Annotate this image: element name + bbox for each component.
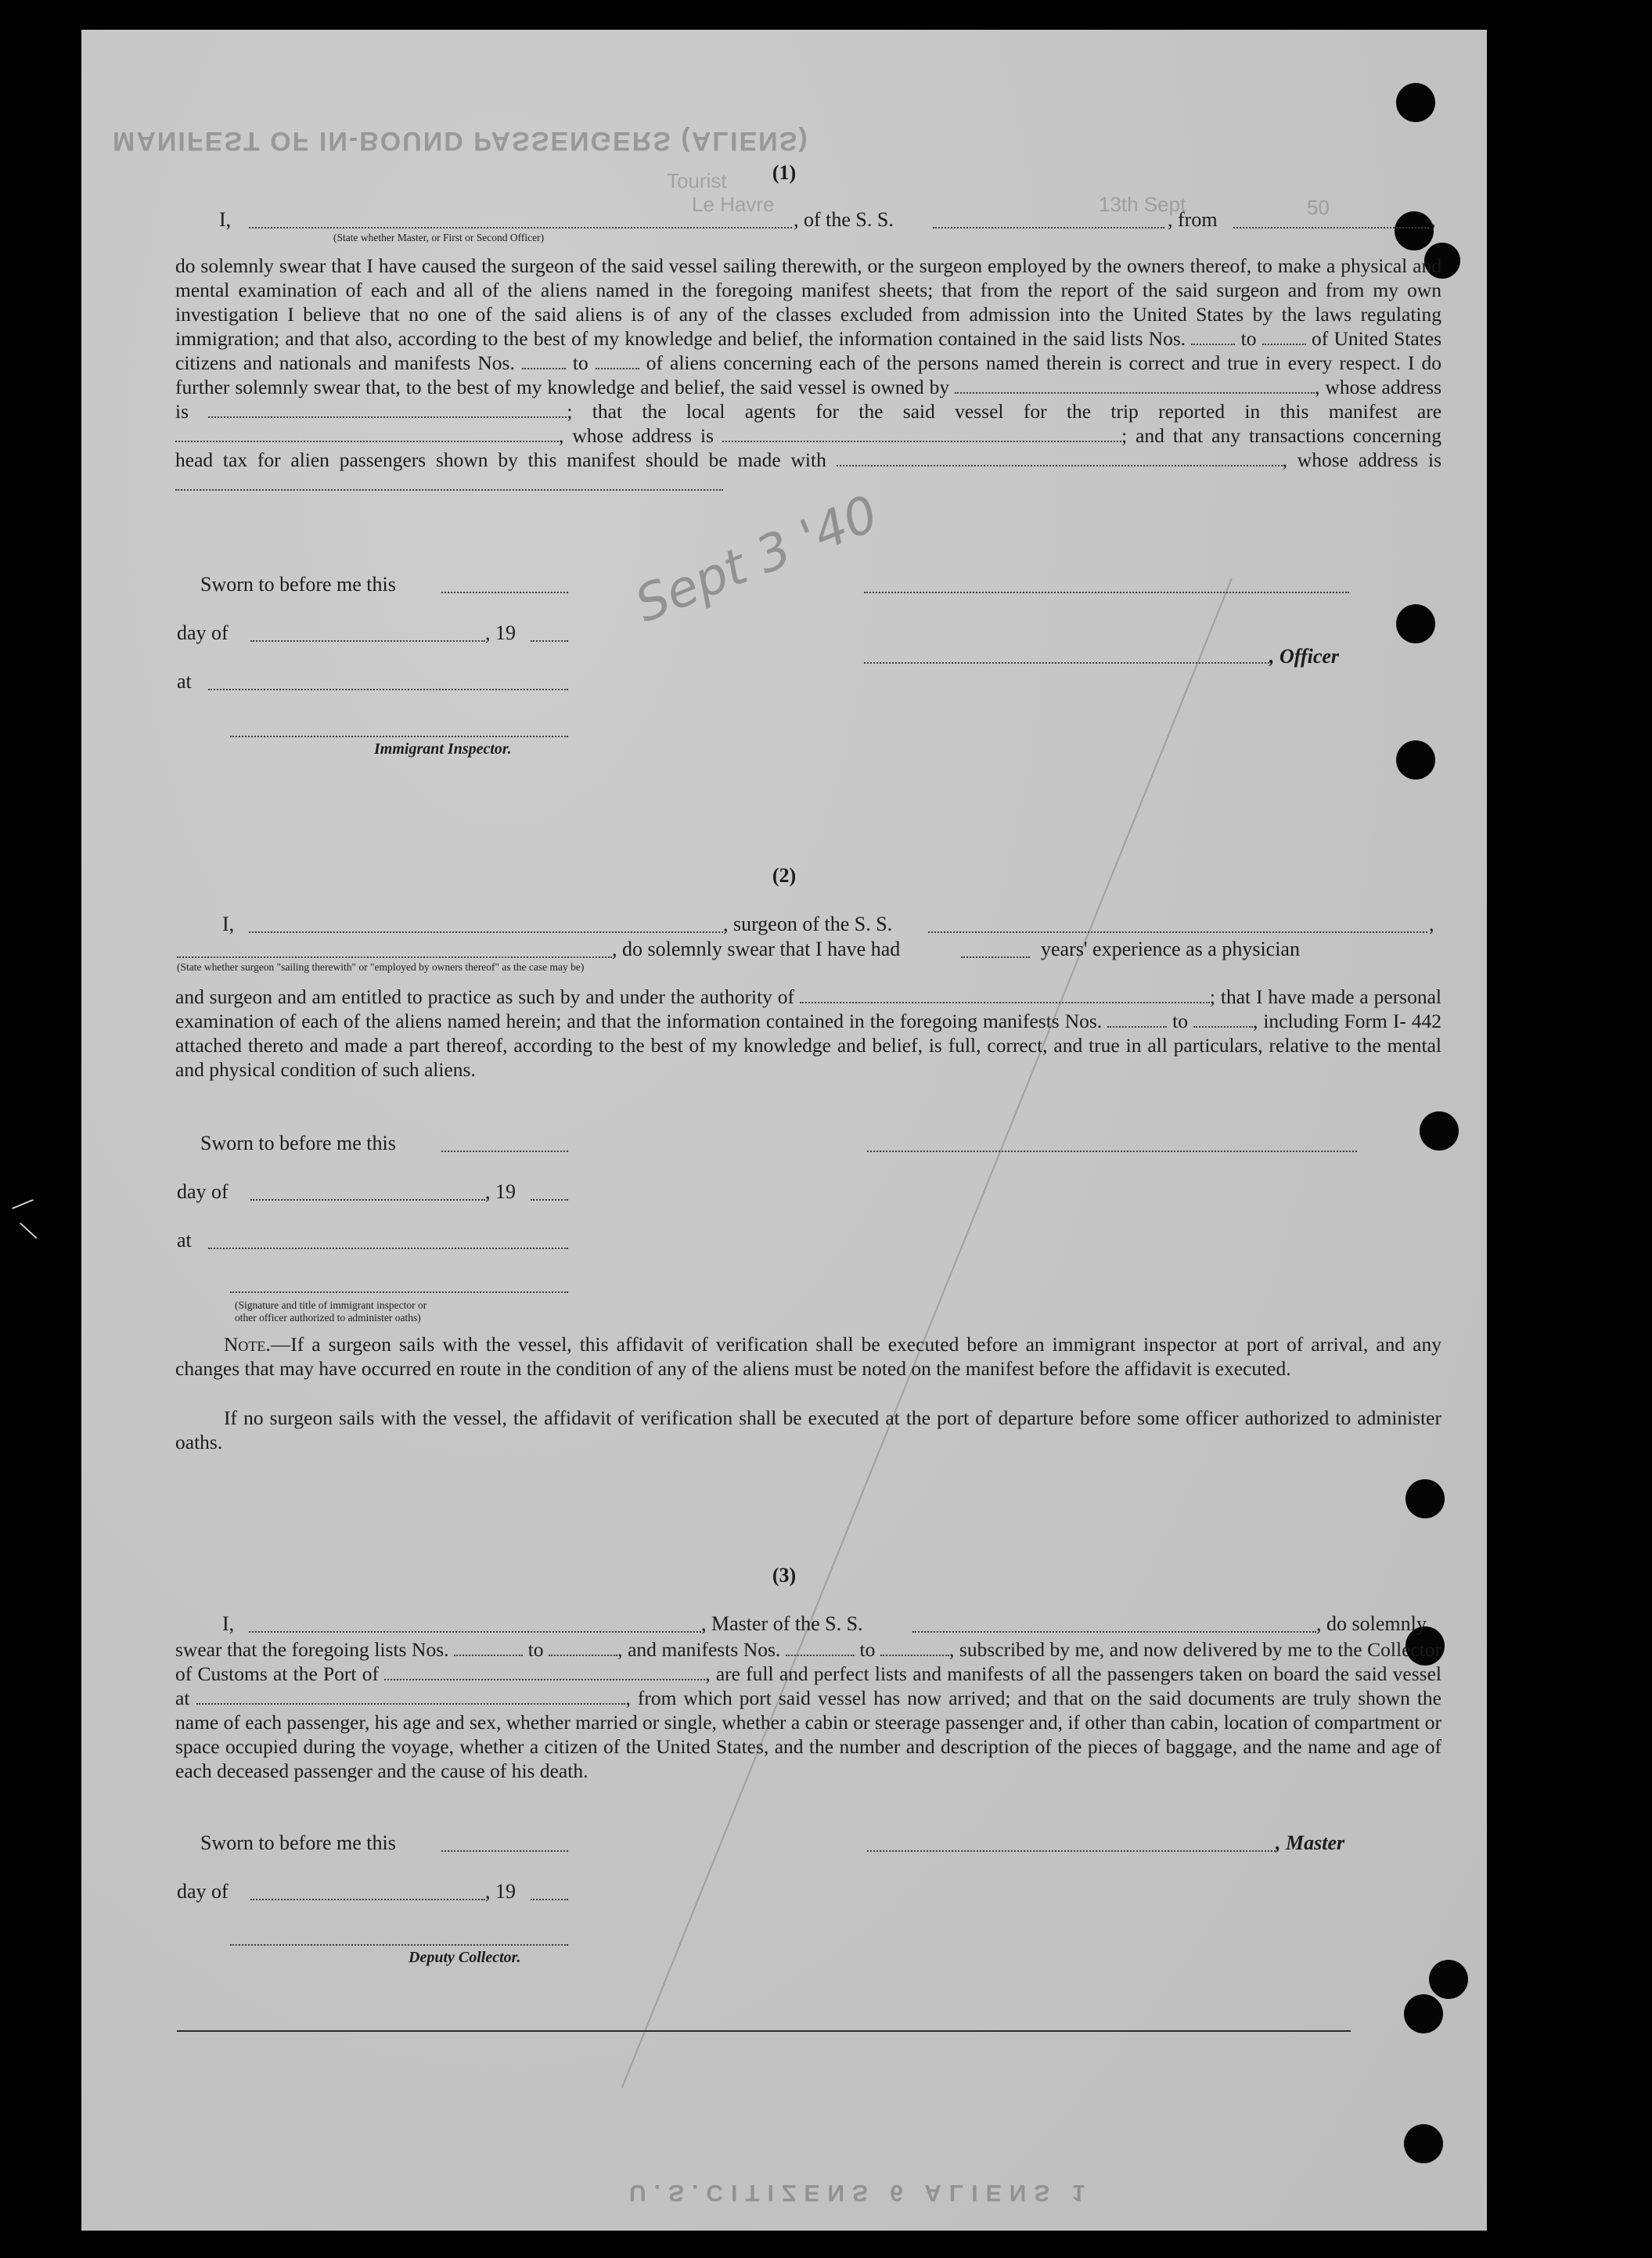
s2-at: at <box>177 1229 192 1251</box>
s1-para-d: that the local agents for the said vessel for the trip reported in this manifest are <box>592 400 1442 423</box>
s2-para-b: that I have made a personal examination of each of the aliens named herein; and that the information contained in the foregoing manifests Nos. <box>175 985 1442 1032</box>
s3-day-of: day of <box>177 1880 229 1903</box>
pencil-notation: Sept 3 '40 <box>628 484 887 635</box>
s2-do-solemnly: , do solemnly swear that I have had <box>612 938 901 960</box>
s3-para-d: , are full and perfect lists and manifests of all the passengers taken on board the said vessel at <box>175 1662 1441 1709</box>
manifest-page <box>81 30 1487 2231</box>
binder-hole <box>1404 1994 1443 2033</box>
s1-vessel-name-field[interactable] <box>933 227 1164 229</box>
s1-semicolon: ; <box>567 400 573 423</box>
s2-manifests-from-field[interactable] <box>1107 1012 1167 1028</box>
s3-affidavit-paragraph <box>175 1637 1441 1783</box>
bleed-through-footer: U.S.CITIZENS 6 ALIENS 1 <box>629 2180 1093 2206</box>
s3-lists-to-field[interactable] <box>549 1640 617 1656</box>
s2-note-paragraph <box>175 1332 1441 1381</box>
margin-mark: ╲ <box>20 1219 37 1242</box>
binder-hole <box>1396 604 1435 643</box>
s1-from-port-field[interactable] <box>1233 227 1429 229</box>
s3-master-label: , Master <box>1276 1831 1345 1854</box>
s3-deputy-collector-label: Deputy Collector. <box>409 1949 521 1966</box>
s1-to-1: to <box>1240 327 1257 350</box>
s1-head-tax-contact-field[interactable] <box>837 451 1283 466</box>
s3-manifests-from-field[interactable] <box>786 1640 855 1656</box>
s1-state-whether-note: (State whether Master, or First or Second Officer) <box>333 232 545 243</box>
bottom-rule <box>177 2030 1351 2032</box>
s1-officer-signature-top[interactable] <box>864 592 1349 593</box>
s1-officer-signature-field[interactable] <box>864 662 1269 664</box>
s1-para-f: ; and that any transactions concerning head tax for alien passengers shown by this manifest should be made with <box>175 424 1442 471</box>
s1-immigrant-inspector-label: Immigrant Inspector. <box>374 740 512 758</box>
s1-from: , from <box>1168 208 1218 231</box>
s2-state-whether-note: (State whether surgeon "sailing therewith" or "employed by owners thereof" as the case may be) <box>177 961 585 973</box>
s2-note-paragraph-2 <box>175 1406 1441 1454</box>
s3-para-c: , subscribed by me, and now delivered by me to the Collector of Customs at the Port of <box>175 1638 1442 1685</box>
s1-of-the-ss: , of the S. S. <box>794 208 894 231</box>
s1-para-b: of United States citizens and nationals and manifests Nos. <box>175 327 1441 374</box>
s2-day-of-field[interactable] <box>250 1199 485 1201</box>
s2-surgeon-signature-field[interactable] <box>867 1151 1357 1152</box>
section-1-number: (1) <box>772 161 797 184</box>
s1-comma-2: , <box>559 424 564 447</box>
s1-owner-address-field[interactable] <box>208 402 567 418</box>
s1-year-field[interactable] <box>531 640 568 642</box>
s1-head-tax-address-field[interactable] <box>175 475 723 491</box>
binder-hole <box>1396 83 1435 122</box>
s2-para-a: and surgeon and am entitled to practice as such by and under the authority of <box>175 985 795 1008</box>
s3-master-of-ss: , Master of the S. S. <box>701 1612 863 1635</box>
s1-nineteen: , 19 <box>485 621 516 644</box>
s2-status-field[interactable] <box>177 956 612 958</box>
section-2-number: (2) <box>772 864 797 887</box>
s3-i-label: I, <box>222 1612 235 1635</box>
s1-at-field[interactable] <box>208 689 568 690</box>
s1-to-2: to <box>572 351 588 374</box>
s1-lists-to-field[interactable] <box>1262 330 1306 345</box>
s3-nineteen: , 19 <box>485 1880 516 1903</box>
s3-lists-from-field[interactable] <box>454 1640 523 1656</box>
s2-note-text-2: If no surgeon sails with the vessel, the affidavit of verification shall be executed at the port of departure before some officer authorized to administer oaths. <box>175 1406 1441 1453</box>
s2-para-c: , including Form I- 442 attached thereto and made a part thereof, according to the best of my knowledge and belief, is full, correct, and true in all particulars, relative to the mental and physical condition of such aliens. <box>175 1010 1442 1081</box>
s1-para-e: whose address is <box>572 424 714 447</box>
s3-manifests-to-field[interactable] <box>880 1640 949 1656</box>
s1-whose-address-1: , whose address is <box>175 376 1441 423</box>
s3-sworn: Sworn to before me this <box>200 1831 396 1854</box>
s1-officer-name-field[interactable] <box>249 227 792 229</box>
s2-inspector-signature-field[interactable] <box>230 1291 568 1293</box>
s1-owner-field[interactable] <box>955 378 1315 394</box>
s1-day-of-field[interactable] <box>250 640 485 642</box>
s2-at-field[interactable] <box>208 1248 568 1249</box>
s2-surgeon-name-field[interactable] <box>249 931 723 933</box>
s1-local-agents-field[interactable] <box>175 427 559 442</box>
s3-port-field[interactable] <box>384 1665 705 1680</box>
s2-i-label: I, <box>222 913 235 935</box>
s1-para-a: do solemnly swear that I have caused the surgeon of the said vessel sailing therewith, or the surgeon employed by the owners thereof, to make a physical and mental examination of each and all of the aliens named in the foregoing manifest sheets; that from the report of the said surgeon and from my own investigation I believe that no one of the said aliens is of any of the classes excluded from admission into the United States by the laws regulating immigration; and that also, according to the best of my knowledge and belief, the information contained in the said lists Nos. <box>175 254 1441 350</box>
s2-comma: , <box>1429 913 1434 935</box>
bleed-through-header: MANIFEST OF IN-BOUND PASSENGERS (ALIENS) <box>113 126 809 156</box>
s3-master-name-field[interactable] <box>249 1631 701 1633</box>
s3-master-signature-field[interactable] <box>867 1850 1276 1852</box>
s2-authority-field[interactable] <box>800 988 1210 1003</box>
binder-hole <box>1405 1479 1445 1518</box>
s1-day-of: day of <box>177 621 229 644</box>
s2-sworn-day-field[interactable] <box>441 1151 568 1152</box>
s2-sworn: Sworn to before me this <box>200 1132 396 1154</box>
section-3-number: (3) <box>772 1564 797 1586</box>
s1-para-c: of aliens concerning each of the persons named therein is correct and true in every respect. I do further solemnly swear that, to the best of my knowledge and belief, the said vessel is owned by <box>175 351 1442 398</box>
s2-affidavit-paragraph <box>175 985 1441 1082</box>
binder-hole <box>1395 211 1434 250</box>
s2-years-experience: years' experience as a physician <box>1041 938 1300 960</box>
s3-vessel-field[interactable] <box>912 1631 1316 1633</box>
s2-note-label: Note. <box>224 1333 271 1356</box>
s1-manifests-from-field[interactable] <box>522 354 566 369</box>
s3-para-a: swear that the foregoing lists Nos. <box>175 1638 449 1661</box>
s3-year-field[interactable] <box>531 1899 568 1900</box>
s3-para-e: , from which port said vessel has now arrived; and that on the said documents are truly shown the name of each passenger, his age and sex, whether married or single, whether a cabin or steerage passenger and, if other than cabin, location of compartment or space occupied during the voyage, whether a citizen of the United States, and the number and description of the pieces of baggage, and the name and age of each deceased passenger and the cause of his death. <box>175 1687 1442 1782</box>
s1-agents-address-field[interactable] <box>722 427 1121 442</box>
s1-affidavit-paragraph <box>175 254 1441 496</box>
s1-inspector-signature-field[interactable] <box>230 736 568 737</box>
s2-vessel-field[interactable] <box>928 931 1427 933</box>
s1-i-label: I, <box>219 208 232 231</box>
s2-signature-note-1: (Signature and title of immigrant inspector or <box>235 1299 427 1311</box>
s1-manifests-to-field[interactable] <box>596 354 639 369</box>
s2-surgeon-of-ss: , surgeon of the S. S. <box>723 913 893 935</box>
s1-officer-label: , Officer <box>1269 645 1340 668</box>
s2-signature-note-2: other officer authorized to administer oaths) <box>235 1312 421 1323</box>
s3-to-2: to <box>859 1638 876 1661</box>
binder-hole <box>1404 2124 1443 2163</box>
binder-hole <box>1429 1960 1468 1999</box>
s1-lists-from-field[interactable] <box>1191 330 1235 345</box>
binder-hole <box>1396 740 1435 780</box>
s1-at: at <box>177 670 192 693</box>
s2-day-of: day of <box>177 1180 229 1203</box>
s3-port-of-departure-field[interactable] <box>196 1689 625 1705</box>
s2-nineteen: , 19 <box>485 1180 516 1203</box>
s1-sworn: Sworn to before me this <box>200 573 396 596</box>
handwritten-tourist: Tourist <box>667 169 727 193</box>
s2-manifests-to-field[interactable] <box>1193 1012 1253 1028</box>
s1-comma: , <box>1431 208 1436 231</box>
s1-para-g: , whose address is <box>1282 448 1442 471</box>
s2-year-field[interactable] <box>531 1199 568 1201</box>
s3-day-of-field[interactable] <box>250 1899 485 1900</box>
margin-mark: ╱ <box>12 1193 34 1215</box>
handwritten-year: 50 <box>1307 196 1330 219</box>
s3-to-1: to <box>527 1638 544 1661</box>
s2-to: to <box>1172 1010 1188 1032</box>
s3-collector-signature-field[interactable] <box>230 1944 568 1946</box>
s3-sworn-day-field[interactable] <box>441 1850 568 1852</box>
s3-do-solemnly: , do solemnly <box>1316 1612 1427 1635</box>
handwritten-port: Le Havre <box>692 193 775 216</box>
s2-years-field[interactable] <box>961 956 1030 958</box>
s2-semicolon: ; <box>1209 985 1215 1008</box>
binder-hole <box>1420 1111 1459 1151</box>
s3-para-b: , and manifests Nos. <box>617 1638 781 1661</box>
s1-sworn-day-field[interactable] <box>441 592 568 593</box>
s2-note-text: —If a surgeon sails with the vessel, this affidavit of verification shall be executed before an immigrant inspector at port of arrival, and any changes that may have occurred en route in the condition of any of the aliens must be noted on the manifest before the affidavit is executed. <box>175 1333 1441 1380</box>
handwritten-date: 13th Sept <box>1099 193 1186 216</box>
